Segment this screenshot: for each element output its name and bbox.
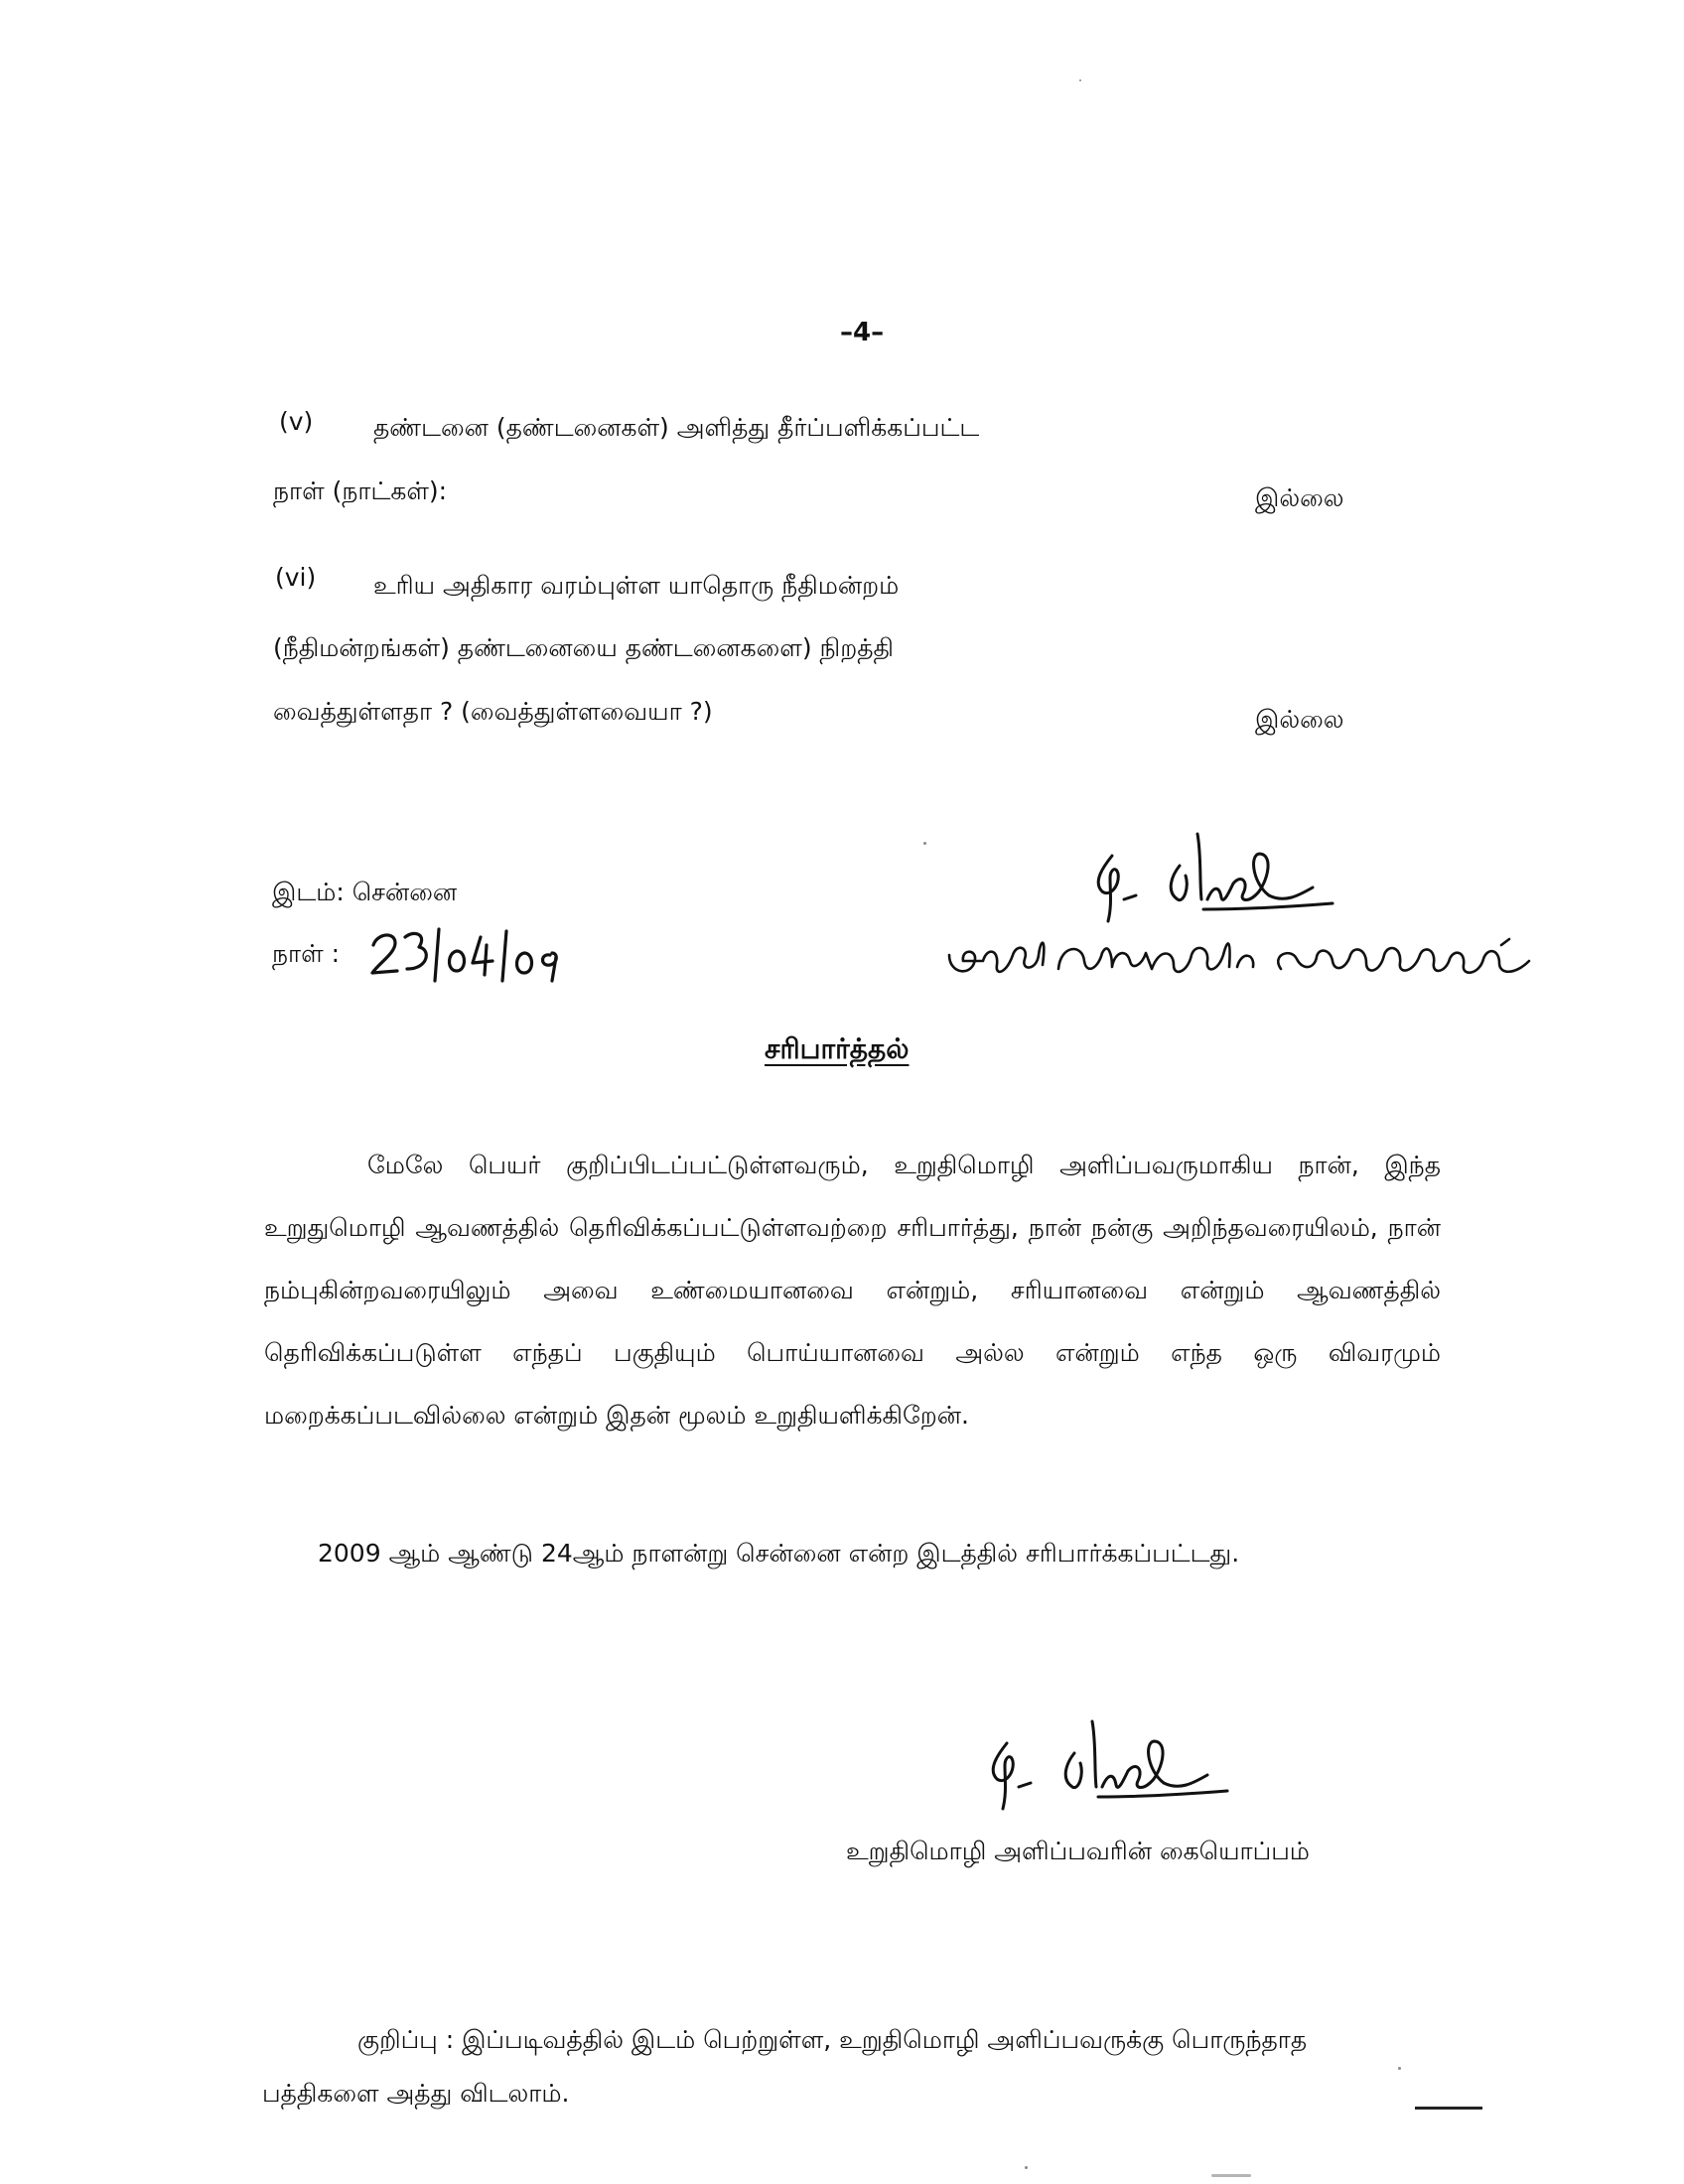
place-label: இடம்: சென்னை <box>272 878 458 906</box>
note-line-1: குறிப்பு : இப்படிவத்தில் இடம் பெற்றுள்ள, உறுதிமொழி அளிப்பவருக்கு பொருந்தாத <box>357 2025 1308 2054</box>
signature-2 <box>969 1709 1237 1819</box>
item-vi-line-3: வைத்துள்ளதா ? (வைத்துள்ளவையா ?) <box>273 697 713 726</box>
verification-date-line: 2009 ஆம் ஆண்டு 24ஆம் நாளன்று சென்னை என்ற இடத்தில் சரிபார்க்கப்பட்டது. <box>318 1539 1240 1568</box>
item-v-answer: இல்லை <box>1255 483 1344 512</box>
note-line-2: பத்திகளை அத்து விடலாம். <box>262 2079 570 2108</box>
date-label: நாள் : <box>272 939 341 968</box>
verification-paragraph: மேலே பெயர் குறிப்பிடப்பட்டுள்ளவரும், உறுதிமொழி அளிப்பவருமாகிய நான், இந்த உறுதுமொழி ஆவணத்தில் தெரிவிக்கப்பட்டுள்ளவற்றை சரிபார்த்து, நான் நன்கு அறிந்தவரையிலம், நான் நம்புகின்றவரையிலும் அவை உண்மையானவை என்றும், சரியானவை என்றும் ஆவணத்தில் தெரிவிக்கப்படுள்ள எந்தப் பகுதியும் பொய்யானவை அல்ல என்றும் எந்த ஒரு விவரமும் மறைக்கப்படவில்லை என்றும் இதன் மூலம் உறுதியளிக்கிறேன். <box>264 1151 1441 1430</box>
signature-caption: உறுதிமொழி அளிப்பவரின் கையொப்பம் <box>846 1837 1310 1865</box>
scan-mark <box>1415 2107 1482 2110</box>
page-number: –4– <box>840 318 885 347</box>
item-vi-answer: இல்லை <box>1255 705 1344 734</box>
handwritten-signature-caption <box>943 925 1559 995</box>
scan-speck <box>1025 2166 1028 2169</box>
item-vi-line-1: உரிய அதிகார வரம்புள்ள யாதொரு நீதிமன்றம் <box>373 571 900 600</box>
item-v-line-2: நாள் (நாட்கள்): <box>273 477 448 505</box>
scan-speck <box>1211 2174 1251 2177</box>
item-v-line-1: தண்டனை (தண்டனைகள்) அளித்து தீர்ப்பளிக்கப்பட்ட <box>373 413 980 442</box>
item-number-vi: (vi) <box>275 563 317 592</box>
signature-1 <box>1074 826 1342 935</box>
scan-speck <box>1398 2067 1401 2070</box>
scan-speck <box>923 842 926 845</box>
handwritten-date <box>369 919 568 989</box>
scan-speck <box>1079 79 1081 81</box>
item-vi-line-2: (நீதிமன்றங்கள்) தண்டனையை தண்டனைகளை) நிறத்தி <box>273 633 894 662</box>
item-number-v: (v) <box>279 407 314 436</box>
verification-heading: சரிபார்த்தல் <box>765 1032 910 1065</box>
